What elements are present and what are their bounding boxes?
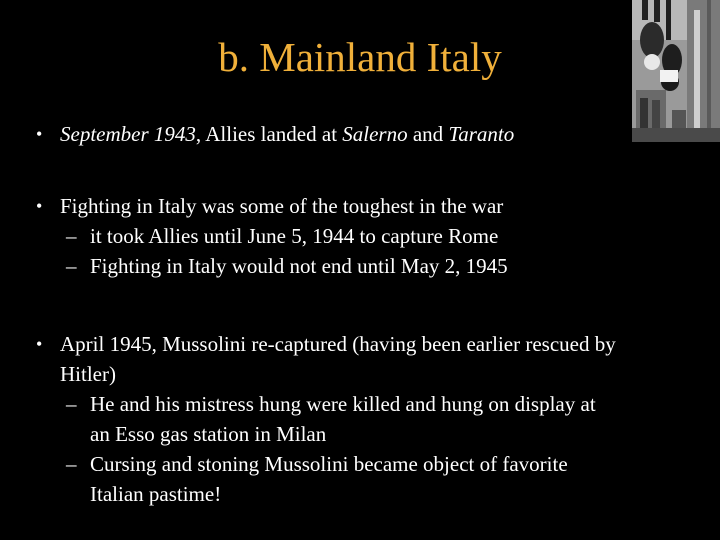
dash-glyph: – (66, 392, 77, 416)
bullet-glyph: • (36, 334, 43, 354)
bullet-3-line-1: April 1945, Mussolini re-captured (having been earlier rescued by (60, 332, 616, 356)
bullet-1-text-a: , Allies landed at (195, 122, 343, 146)
bullet-1-place-taranto: Taranto (448, 122, 515, 146)
bullet-3-sub-1 (60, 389, 706, 449)
bullet-3 (36, 329, 706, 509)
bullet-glyph: • (36, 196, 43, 216)
bullet-2-text: Fighting in Italy was some of the toughest in the war (60, 194, 504, 218)
bullet-1-text-b: and (407, 122, 449, 146)
bullet-2-sub-1-text: it took Allies until June 5, 1944 to capture Rome (90, 224, 499, 248)
bullet-2 (36, 191, 706, 281)
bullet-3-sub-2-line-1: Cursing and stoning Mussolini became object of favorite (90, 452, 568, 476)
bullet-1-date: September 1943 (60, 122, 196, 146)
bullet-1-place-salerno: Salerno (342, 122, 408, 146)
bullet-2-sub-2 (60, 251, 706, 281)
bullet-3-sub-1-line-2: an Esso gas station in Milan (90, 422, 327, 446)
dash-glyph: – (66, 452, 77, 476)
bullet-3-sub-2 (60, 449, 706, 509)
slide-title: b. Mainland Italy (218, 34, 502, 80)
bullet-2-sub-1 (60, 221, 706, 251)
bullet-3-sub-1-line-1: He and his mistress hung were killed and hung on display at (90, 392, 596, 416)
bullet-1 (36, 119, 706, 149)
bullet-3-line-2: Hitler) (60, 362, 116, 386)
bullet-glyph: • (36, 124, 43, 144)
bullet-2-sub-2-text: Fighting in Italy would not end until May 2, 1945 (90, 254, 508, 278)
dash-glyph: – (66, 254, 77, 278)
dash-glyph: – (66, 224, 77, 248)
bullet-3-sub-2-line-2: Italian pastime! (90, 482, 222, 506)
